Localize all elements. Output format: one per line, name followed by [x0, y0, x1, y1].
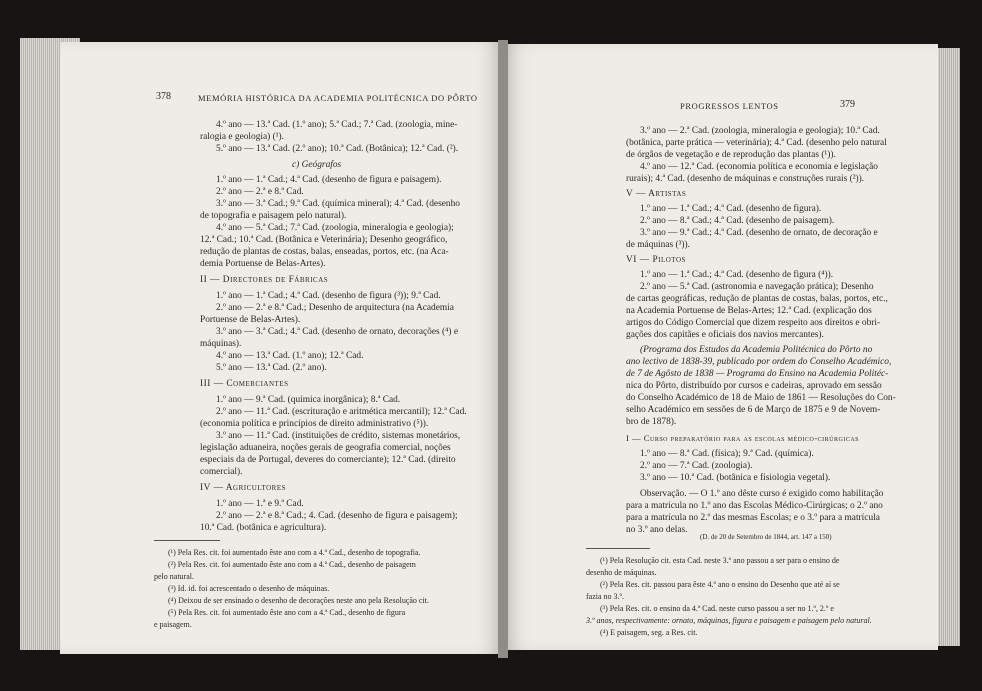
text-line: Portuense de Belas-Artes). [200, 315, 301, 325]
text-line: 3.º ano — 3.ª Cad.; 4.ª Cad. (desenho de ornato, decorações (⁴) e [216, 327, 459, 337]
text-line: artigos do Código Comercial que dizem respeito aos direitos e obri- [626, 318, 881, 328]
footnote: (³) Id. id. foi acrescentado o desenho de máquinas. [168, 584, 330, 593]
text-line: 2.º ano — 5.ª Cad. (astronomia e navegação prática); Desenho [640, 282, 874, 292]
footnote: (¹) Pela Resolução cit. esta Cad. neste 3.º ano passou a ser para o ensino de [600, 556, 840, 565]
text-line: de máquinas (³)). [626, 240, 690, 250]
section-heading: III — Comerciantes [200, 379, 289, 389]
text-line: 2.º ano — 2.ª e 8.ª Cad.; Desenho de arquitectura (na Academia [216, 303, 454, 313]
section-heading: VI — Pilotos [626, 255, 686, 265]
text-line: Observação. — O 1.º ano dêste curso é exigido como habilitação [640, 489, 884, 499]
right-page-number: 379 [840, 99, 855, 110]
text-line: 10.ª Cad. (botânica e agricultura). [200, 523, 327, 533]
text-line: 1.º ano — 1.ª Cad.; 4.ª Cad. (desenho de figura (⁴)). [640, 270, 834, 280]
text-line: rurais); 4.ª Cad. (desenho de máquinas e construções rurais (²)). [626, 174, 865, 184]
text-line: 1.º ano — 1.ª Cad.; 4.ª Cad. (desenho de figura e paisagem). [216, 175, 442, 185]
footnote: desenho de máquinas. [586, 568, 657, 577]
footnote: (¹) Pela Res. cit. foi aumentado êste ano com a 4.ª Cad., desenho de topografia. [168, 548, 421, 557]
text-line: 3.º ano — 10.ª Cad. (botânica e fisiologia vegetal). [640, 473, 831, 483]
footnote: (³) Pela Res. cit. o ensino da 4.ª Cad. neste curso passou a ser no 1.º, 2.º e [600, 604, 834, 613]
text-line: para a matrícula no 1.º ano das Escolas Médico-Cirúrgicas; o 2.º ano [626, 501, 883, 511]
citation: (D. de 20 de Setembro de 1844, art. 147 a 150) [700, 533, 832, 541]
text-line: de topografia e paisagem pelo natural). [200, 211, 347, 221]
text-line: (economia política e princípios de direito administrativo (⁵)). [200, 419, 429, 429]
text-line: selho Académico em sessões de 6 de Março de 1875 e 9 de Novem- [626, 405, 881, 415]
text-line: de órgãos de vegetação e de reprodução das plantas (¹)). [626, 150, 836, 160]
text-line: 12.ª Cad.; 10.ª Cad. (Botânica e Veterinária); Desenho geográfico, [200, 235, 448, 245]
text-line: no 3.º ano delas. [626, 525, 688, 535]
text-line: do Conselho Académico de 18 de Maio de 1861 — Resoluções do Con- [626, 393, 896, 403]
footnote-rule [586, 548, 650, 549]
text-line: na Academia Portuense de Belas-Artes; 12.ª Cad. (explicação dos [626, 306, 872, 316]
footnote: (⁵) Pela Res. cit. foi aumentado êste ano com a 4.ª Cad., desenho de figura [168, 608, 406, 617]
footnote: (⁴) E paisagem, seg. a Res. cit. [600, 628, 698, 637]
section-heading: I — Curso preparatório para as escolas médico-cirúrgicas [626, 433, 860, 443]
text-line: nica do Pôrto, distribuído por cursos e cadeiras, aprovado em sessão [626, 381, 882, 391]
text-line: 2.º ano — 2.ª e 8.ª Cad. [216, 187, 304, 197]
text-line: 1.º ano — 1.ª Cad.; 4.ª Cad. (desenho de figura (³)); 9.ª Cad. [216, 291, 441, 301]
text-line: 1.º ano — 1.ª Cad.; 4.ª Cad. (desenho de figura). [640, 204, 822, 214]
text-line: gações dos capitães e oficiais dos navios mercantes). [626, 330, 824, 340]
text-line: 4.º ano — 12.ª Cad. (economia política e economia e legislação [640, 162, 878, 172]
footnote: (²) Pela Res. cit. passou para êste 4.º ano o ensino do Desenho que até aí se [600, 580, 840, 589]
footnote: fazia no 3.º. [586, 592, 625, 601]
text-line: ralogia e geologia) (¹). [200, 132, 285, 142]
text-line: (Programa dos Estudos da Academia Politécnica do Pôrto no [640, 345, 873, 355]
footnote: (²) Pela Res. cit. foi aumentado êste ano com a 4.ª Cad., desenho de paisagem [168, 560, 416, 569]
footnote: pelo natural. [154, 572, 194, 581]
text-line: máquinas). [200, 339, 242, 349]
text-line: para a matrícula no 2.º das mesmas Escolas; e o 3.º para a matrícula [626, 513, 880, 523]
left-running-head: MEMÓRIA HISTÓRICA DA ACADEMIA POLITÉCNICA DO PÔRTO [198, 93, 478, 103]
text-line: 3.º ano — 11.ª Cad. (instituições de crédito, sistemas monetários, [216, 431, 461, 441]
right-running-head: PROGRESSOS LENTOS [680, 101, 779, 111]
text-line: de 7 de Agôsto de 1838 — Programa do Ensino na Academia Politéc- [626, 369, 889, 379]
text-line: 5.º ano — 13.ª Cad. (2.º ano). [216, 363, 327, 373]
text-line: 4.º ano — 5.ª Cad.; 7.ª Cad. (zoologia, mineralogia e geologia); [216, 223, 454, 233]
text-line: 4.º ano — 13.ª Cad. (1.º ano); 5.ª Cad.; 7.ª Cad. (zoologia, mine- [216, 120, 458, 130]
footnote: 3.º anos, respectivamente: ornato, máquinas, figura e paisagem e paisagem pelo natural. [586, 616, 872, 625]
text-line: 1.º ano — 8.ª Cad. (física); 9.ª Cad. (química). [640, 449, 814, 459]
section-heading: IV — Agricultores [200, 483, 286, 493]
text-line: 2.º ano — 7.ª Cad. (zoologia). [640, 461, 753, 471]
text-line: redução de plantas de costas, balas, enseadas, portos, etc. (na Aca- [200, 247, 449, 257]
text-line: bro de 1878). [626, 417, 677, 427]
book-gutter [498, 40, 508, 658]
footnote: (⁴) Deixou de ser ensinado o desenho de decorações neste ano pela Resolução cit. [168, 596, 429, 605]
text-line: ano lectivo de 1838-39, publicado por ordem do Conselho Académico, [626, 357, 892, 367]
text-line: (botânica, parte prática — veterinária); 4.ª Cad. (desenho pelo natural [626, 138, 887, 148]
text-line: 4.º ano — 13.ª Cad. (1.º ano); 12.ª Cad. [216, 351, 364, 361]
text-line: 5.º ano — 13.ª Cad. (2.º ano); 10.ª Cad. (Botânica); 12.ª Cad. (²). [216, 144, 459, 154]
text-line: 1.º ano — 9.ª Cad. (química inorgânica); 8.ª Cad. [216, 395, 401, 405]
text-line: 3.º ano — 3.ª Cad.; 9.ª Cad. (química mineral); 4.ª Cad. (desenho [216, 199, 460, 209]
text-line: 1.º ano — 1.ª e 9.ª Cad. [216, 499, 304, 509]
section-heading: c) Geógrafos [292, 160, 342, 170]
text-line: 2.º ano — 11.ª Cad. (escrituração e aritmética mercantil); 12.ª Cad. [216, 407, 467, 417]
footnote-rule [154, 540, 220, 541]
text-line: comercial). [200, 467, 243, 477]
text-line: especiais da de Portugal, deveres do comerciante); 12.ª Cad. (direito [200, 455, 456, 465]
text-line: de cartas geográficas, redução de plantas de costas, balas, portos, etc., [626, 294, 888, 304]
text-line: 3.º ano — 2.ª Cad. (zoologia, mineralogia e geologia); 10.ª Cad. [640, 126, 880, 136]
footnote: e paisagem. [154, 620, 192, 629]
section-heading: V — Artistas [626, 189, 687, 199]
text-line: 2.º ano — 8.ª Cad.; 4.ª Cad. (desenho de paisagem). [640, 216, 835, 226]
section-heading: II — Directores de Fábricas [200, 275, 329, 285]
text-line: 3.º ano — 9.ª Cad.; 4.ª Cad. (desenho de ornato, de decoração e [640, 228, 878, 238]
text-line: demia Portuense de Belas-Artes). [200, 259, 326, 269]
text-line: 2.º ano — 2.ª e 8.ª Cad.; 4. Cad. (desenho de figura e paisagem); [216, 511, 458, 521]
left-page-number: 378 [156, 91, 171, 102]
text-line: legislação aduaneira, noções gerais de geografia comercial, noções [200, 443, 451, 453]
